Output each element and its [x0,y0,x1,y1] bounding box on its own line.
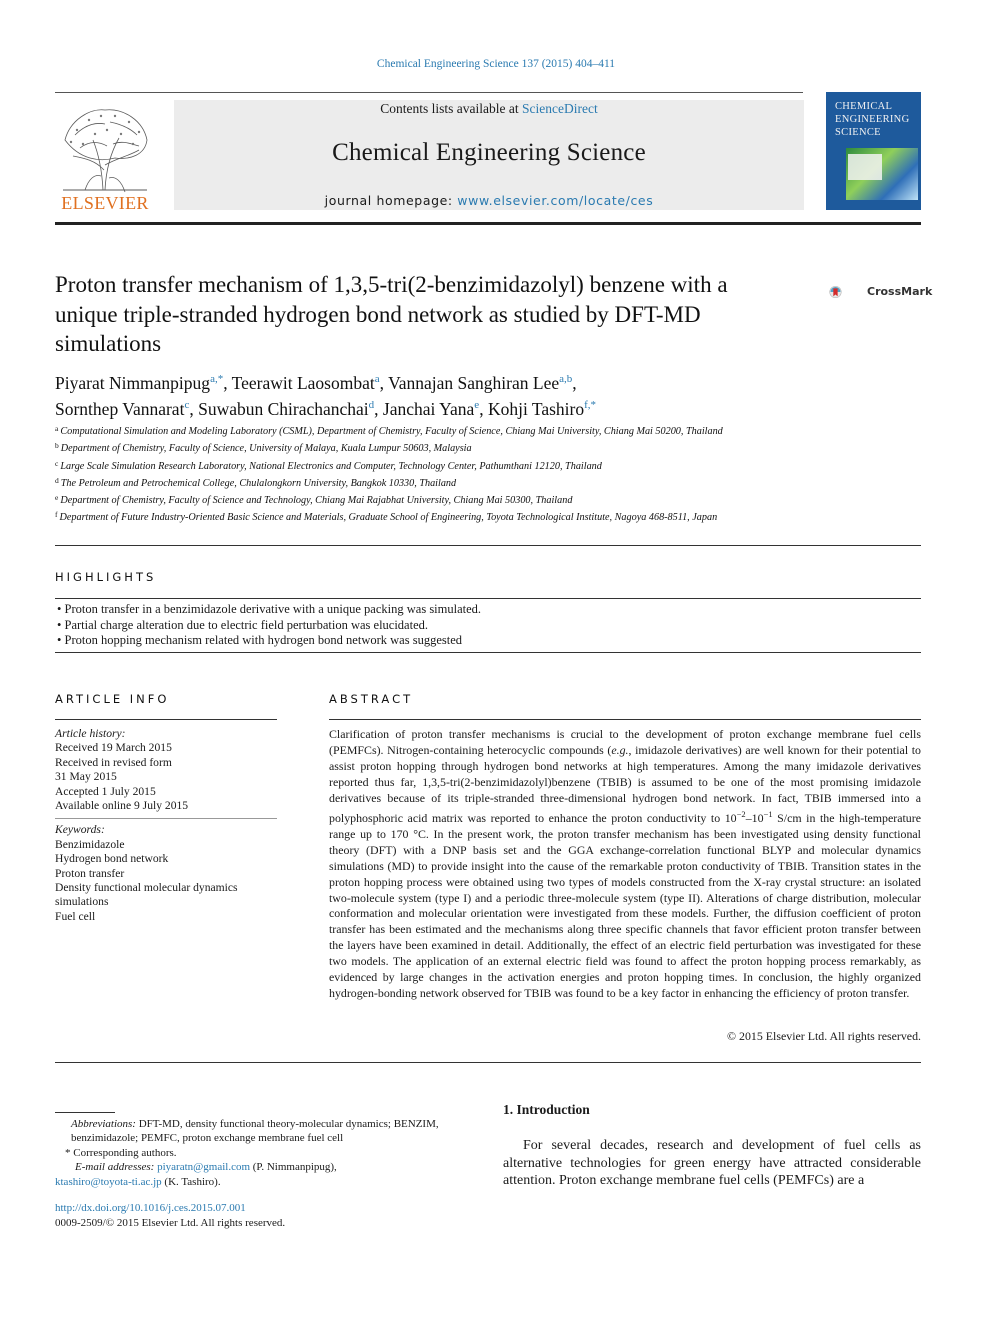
author-name: Piyarat Nimmanpipug [55,372,211,393]
highlight-item: • Proton hopping mechanism related with hydrogen bond network was suggested [57,633,462,647]
history-item: Received 19 March 2015 [55,741,172,755]
keyword-item: Proton transfer [55,866,125,880]
affiliation-list [55,422,815,526]
homepage-prefix: journal homepage: [324,193,458,208]
email-footnote-2: ktashiro@toyota-ti.ac.jp (K. Tashiro). [55,1175,221,1188]
article-title: Proton transfer mechanism of 1,3,5-tri(2-benzimidazolyl) benzene with a unique triple-stranded hydrogen bond network as studied by DFT-MD simulations [55,272,728,356]
author-name: Sornthep Vannarat [55,398,185,419]
author-name: Teerawit Laosombat [231,372,375,393]
crossmark-icon[interactable] [829,274,865,310]
doi-link[interactable]: http://dx.doi.org/10.1016/j.ces.2015.07.001 [55,1202,246,1214]
highlights-heading: HIGHLIGHTS [55,570,157,584]
keywords-label: Keywords: [55,823,105,837]
author-affiliation-sup[interactable]: a,b [559,373,573,385]
affiliation-item: $^f$ Department of Future Industry-Oriented Basic Science and Materials, Graduate School of Engineering, Toyota Technological Institute, Nagoya 468-8511, Japan [55,510,718,524]
keyword-item: Hydrogen bond network [55,852,169,866]
affiliation-item: $^b$ Department of Chemistry, Faculty of Science, University of Malaya, Kuala Lumpur 50603, Malaysia [55,441,472,455]
section-rule [55,545,921,546]
author-name: Suwabun Chirachanchai [198,398,369,419]
author-list: Piyarat Nimmanpipug$^{a,*}$, Teerawit Laosombat$^a$, Vannajan Sanghiran Lee$^{a,b}$, Sornthep Vannarat$^c$, Suwabun Chirachanchai$^d$, Janchai Yana$^e$, Kohji Tashiro$^{f,*}$ [55,372,597,419]
history-item: 31 May 2015 [55,770,117,784]
abbreviations-footnote: Abbreviations: DFT-MD, density functional theory-molecular dynamics; BENZIM, benzimidazole; PEMFC, proton exchange membrane fuel cell [71,1118,439,1145]
keyword-item: Fuel cell [55,909,96,923]
author-affiliation-sup[interactable]: c [184,398,190,411]
affiliation-item: $^a$ Computational Simulation and Modeling Laboratory (CSML), Department of Chemistry, Faculty of Science, Chiang Mai University, Chiang Mai 50200, Thailand [55,424,723,437]
author-affiliation-sup[interactable]: a,* [210,373,224,385]
highlight-item: • Proton transfer in a benzimidazole derivative with a unique packing was simulated. [57,602,482,616]
homepage-line [174,193,804,208]
affiliation-item: $^d$ The Petroleum and Petrochemical College, Chulalongkorn University, Bangkok 10330, Thailand [55,475,457,489]
highlights-bottom-rule [55,652,921,653]
history-item: Accepted 1 July 2015 [55,784,156,798]
affiliation-item: $^c$ Large Scale Simulation Research Laboratory, National Electronics and Computer, Technology Center, Pathumthani 12120, Thailand [55,458,602,472]
author-affiliation-sup[interactable]: a [374,373,380,385]
header-bottom-rule [55,222,921,225]
history-item: Received in revised form [55,755,172,769]
highlight-item: • Partial charge alteration due to electric field perturbation was elucidated. [57,617,429,632]
introduction-heading: 1. Introduction [503,1102,590,1117]
corresponding-footnote: * Corresponding authors. [65,1146,177,1159]
keyword-item: Benzimidazole [55,837,125,851]
contents-prefix: Contents lists available at [380,101,522,116]
cover-title-line: SCIENCE [835,127,881,138]
highlights-top-rule [55,598,921,599]
author-affiliation-sup[interactable]: d [368,398,375,411]
email-footnote: E-mail addresses: piyaratn@gmail.com (P. Nimmanpipug), [75,1161,337,1174]
article-info-panel [55,727,277,924]
footnotes [55,1117,475,1189]
footnote-rule [55,1112,115,1113]
cover-title [835,100,909,139]
keyword-item: simulations [55,895,109,909]
cover-title-line: ENGINEERING [835,114,910,125]
article-info-rule [55,719,277,720]
abstract-text: Clarification of proton transfer mechanisms is crucial to the development of proton exchange membrane fuel cells (PEMFCs). Nitrogen-containing heterocyclic compounds (e.g., imidazole derivatives) are well known for their potential to assist proton hopping through hydrogen bond networks at high temperatures. Among the many imidazole derivatives reported thus far, 1,3,5-tri(2-benzimidazolyl)benzene (TBIB) is assumed to be one of the most promising imidazole derivatives because of its triple-stranded three-dimensional hydrogen bond network. In fact, TBIB immersed into a polyphosphoric acid matrix was reported to enhance the proton conductivity to $10^{-2}-10^{-1}$ S/cm in the high-temperature range up to 170 °C. In the present work, the proton transfer mechanism has been investigated using density functional theory (DFT) with a DNP basis set and the GGA exchange-correlation functional BLYP and molecular dynamics simulations (MD) to provide insight into the cause of the remarkable proton conductivity of TBIB. Transition states in the proton hopping process were obtained using two types of models constructed from the X-ray crystal structure: an isolated two-molecule system (type I) and a periodic three-molecule system (type II). Alterations of charge distribution, molecular conformation and molecular orientation were investigated from these models. Further, the diffusion coefficient of proton transfer has been estimated and the mechanisms along three specific channels that favor efficient proton transfer between the layers have been examined in detail. Additionally, the effect of an electric field perturbation was investigated for these two models. The application of an external electric field was found to affect the proton hopping process remarkably, as evidenced by large changes in the activation energies and proton hopping times. In conclusion, the highly organized hydrogen-bonding network observed for TBIB was found to be a key factor in enhancing the efficiency of proton transfer. [329,727,921,1001]
crossmark-label[interactable]: CrossMark [867,285,933,298]
author-name: Janchai Yana [382,398,475,419]
keywords-divider [55,818,277,819]
introduction-text: For several decades, research and development of fuel cells as alternative technologies for green energy have attracted considerable attention. Proton exchange membrane fuel cells (PEMFCs) are a [503,1138,921,1188]
author-name: Kohji Tashiro [487,398,585,419]
issn-line: 0009-2509/© 2015 Elsevier Ltd. All rights reserved. [55,1217,286,1229]
journal-name: Chemical Engineering Science [332,139,646,166]
keyword-item: Density functional molecular dynamics [55,881,238,895]
homepage-link[interactable]: www.elsevier.com/locate/ces [457,193,654,208]
journal-cover-image[interactable] [826,92,921,210]
email-link[interactable]: piyaratn@gmail.com [157,1161,251,1174]
email-link[interactable]: ktashiro@toyota-ti.ac.jp [55,1175,162,1188]
abstract-heading: ABSTRACT [329,692,414,706]
history-item: Available online 9 July 2015 [55,799,189,813]
header-top-rule [55,92,803,93]
cover-title-line: CHEMICAL [835,101,893,112]
article-history-label: Article history: [55,727,126,740]
cover-inset [848,154,882,180]
contents-line [174,101,804,117]
journal-citation[interactable]: Chemical Engineering Science 137 (2015) 404–411 [376,58,616,70]
elsevier-logo-text: ELSEVIER [61,193,149,213]
abstract-copyright: © 2015 Elsevier Ltd. All rights reserved. [727,1029,921,1043]
abstract-rule [329,719,921,720]
affiliation-item: $^e$ Department of Chemistry, Faculty of Science and Technology, Chiang Mai Rajabhat University, Chiang Mai 50300, Thailand [55,493,573,507]
article-info-heading: ARTICLE INFO [55,692,170,706]
sciencedirect-link[interactable]: ScienceDirect [522,101,598,116]
author-name: Vannajan Sanghiran Lee [388,372,560,393]
section-rule-bottom [55,1062,921,1063]
author-affiliation-sup[interactable]: e [474,398,480,411]
author-affiliation-sup[interactable]: f,* [584,398,597,411]
highlights-list [55,602,921,649]
